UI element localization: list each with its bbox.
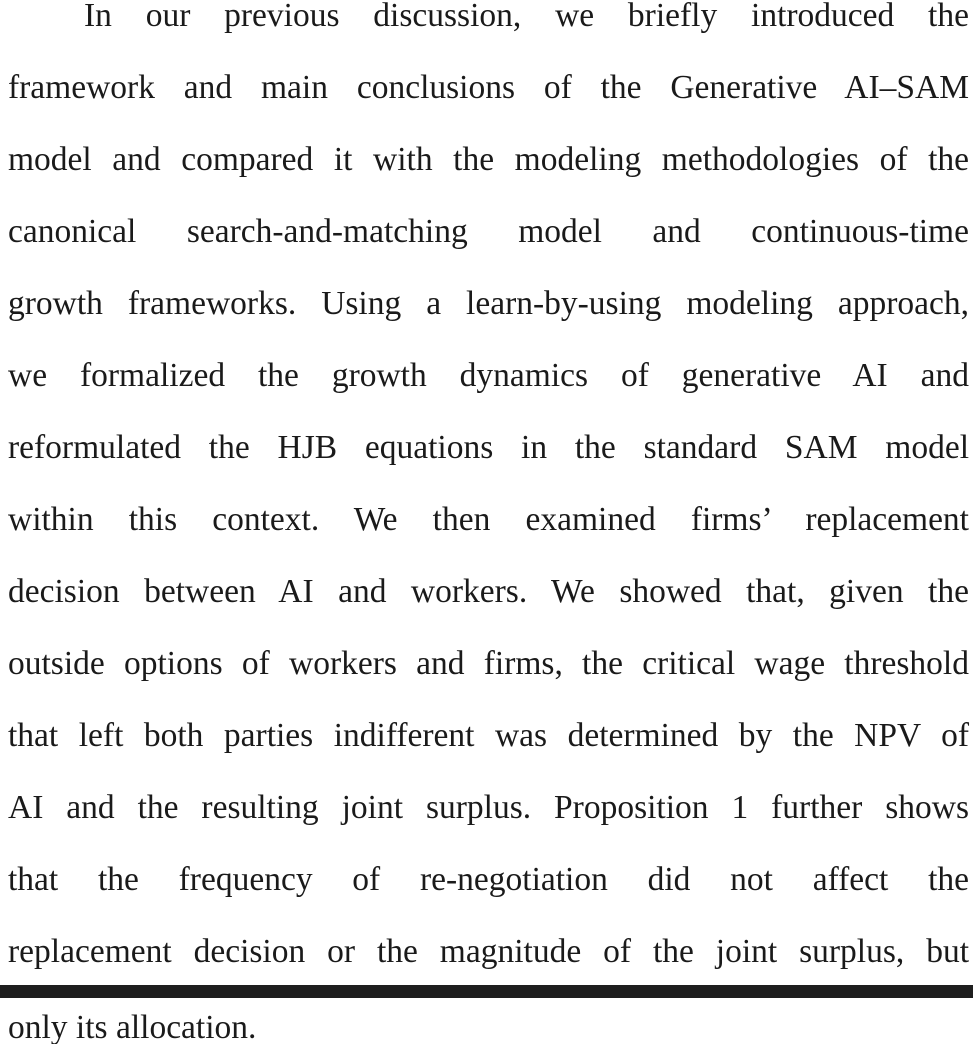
page-divider xyxy=(0,985,973,998)
paragraph-line: framework and main conclusions of the Generative AI–SAM xyxy=(8,69,969,106)
paragraph-line: within this context. We then examined firms’ replacement xyxy=(8,501,969,538)
paragraph-line: that the frequency of re-negotiation did not affect the xyxy=(8,861,969,898)
paragraph-line: that left both parties indifferent was determined by the NPV of xyxy=(8,717,969,754)
paragraph-line: reformulated the HJB equations in the standard SAM model xyxy=(8,429,969,466)
paragraph-line: replacement decision or the magnitude of the joint surplus, but xyxy=(8,933,969,970)
paragraph-line: we formalized the growth dynamics of generative AI and xyxy=(8,357,969,394)
paragraph-line: model and compared it with the modeling methodologies of the xyxy=(8,141,969,178)
paragraph-line: canonical search-and-matching model and continuous-time xyxy=(8,213,969,250)
continuation-line: only its allocation. xyxy=(8,1009,257,1044)
paragraph-line: In our previous discussion, we briefly introduced the xyxy=(84,0,969,34)
paragraph-line: growth frameworks. Using a learn-by-using modeling approach, xyxy=(8,285,969,322)
paragraph-line: AI and the resulting joint surplus. Proposition 1 further shows xyxy=(8,789,969,826)
paragraph-line: outside options of workers and firms, the critical wage threshold xyxy=(8,645,969,682)
paragraph-line: decision between AI and workers. We showed that, given the xyxy=(8,573,969,610)
